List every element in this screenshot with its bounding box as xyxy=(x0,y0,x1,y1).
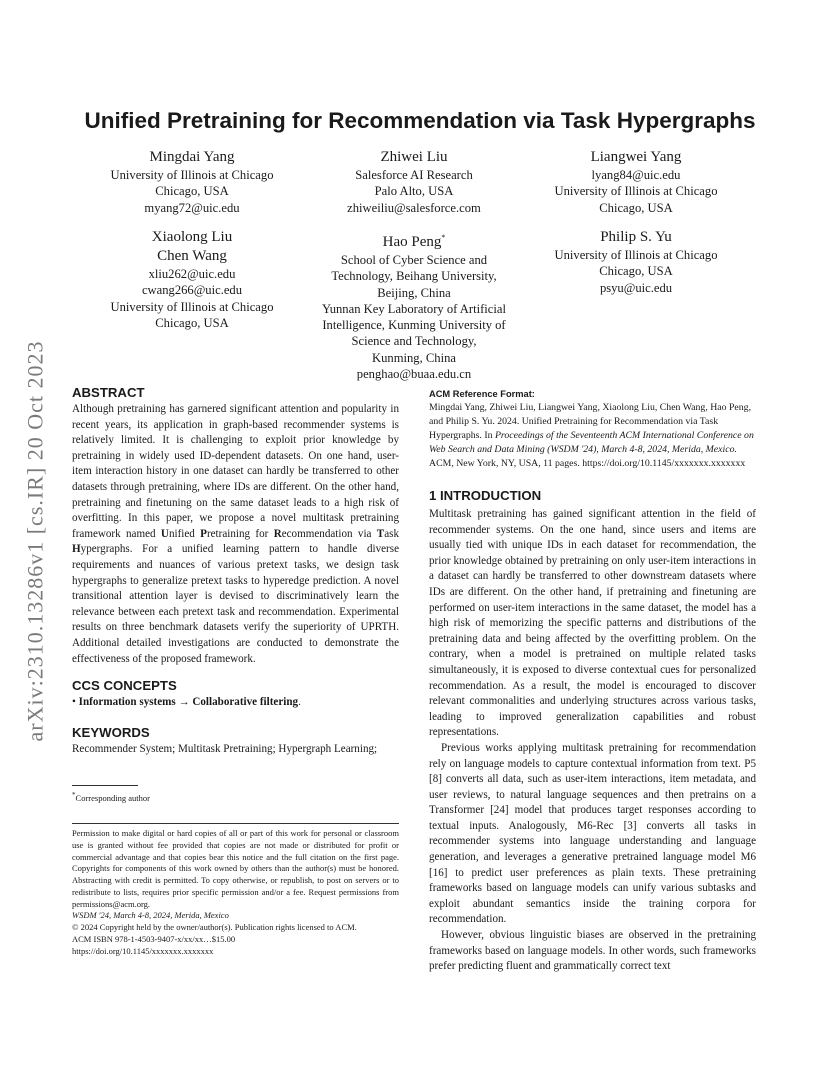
ccs-heading: CCS CONCEPTS xyxy=(72,678,177,694)
affiliation: University of Illinois at Chicago xyxy=(110,168,274,182)
right-column xyxy=(429,388,756,975)
reference-format-text: Mingdai Yang, Zhiwei Liu, Liangwei Yang, Xiaolong Liu, Chen Wang, Hao Peng, and Philip S. Yu. 2024. Unified Pretraining for Recommendation via Task Hypergraphs. In Proceedings of the Seventeenth ACM International Conference on Web Search and Data Mining (WSDM '24), March 4-8, 2024, Merida, Mexico. ACM, New York, NY, USA, 11 pages. https://doi.org/10.1145/xxxxxxx.xxxxxxx xyxy=(429,402,754,469)
author-name: Zhiwei Liu xyxy=(380,149,448,165)
ccs-concepts: • Information systems → Collaborative filtering. xyxy=(72,696,301,709)
left-column xyxy=(72,384,399,958)
affiliation: Yunnan Key Laboratory of Artificial xyxy=(322,301,506,316)
author-email: psyu@uic.edu xyxy=(599,280,673,295)
author-name: Mingdai Yang xyxy=(149,149,235,165)
affiliation: Chicago, USA xyxy=(155,184,229,199)
author-block xyxy=(536,148,736,216)
author-block xyxy=(536,228,736,296)
intro-paragraph: However, obvious linguistic biases are observed in the pretraining frameworks based on language models. In other words, such frameworks prefer predicting fluent and grammatically correct text xyxy=(429,929,756,973)
author-email: zhiweiliu@salesforce.com xyxy=(347,200,481,215)
isbn-line: ACM ISBN 978-1-4503-9407-x/xx/xx…$15.00 xyxy=(72,934,236,945)
paper-title: Unified Pretraining for Recommendation via Task Hypergraphs xyxy=(84,108,756,133)
author-name: Liangwei Yang xyxy=(590,149,682,165)
abstract-text: Although pretraining has garnered significant attention and popularity in recent years, its application in graph-based recommender systems is relatively limited. It is challenging to exploit prior knowledge by pretraining in widely used ID-dependent datasets. On one hand, user-item interaction history in one dataset can hardly be transferred to other datasets through pretraining, where IDs are different. On the other hand, pretraining and finetuning on the same dataset leads to a high risk of overfitting. In this paper, we propose a novel multitask pretraining framework named Unified Pretraining for Recommendation via Task Hypergraphs. For a unified learning pattern to handle diverse requirements and nuances of various pretext tasks, we design task hypergraphs to generalize pretext tasks to hyperedge prediction. A novel transitional attention layer is devised to discriminatively learn the relevance between each pretext task and recommendation. Experimental results on three benchmark datasets verify the superiority of UPRTH. Additional detailed investigations are conducted to demonstrate the effectiveness of the proposed framework. xyxy=(72,403,399,665)
author-block xyxy=(304,228,524,382)
introduction-heading: 1 INTRODUCTION xyxy=(429,488,542,503)
affiliation: Intelligence, Kunming University of xyxy=(322,318,506,333)
intro-paragraph: Previous works applying multitask pretraining for recommendation rely on language models to capture contextual information from text. P5 [8] converts all data, such as user-item interactions, item metadata, and user reviews, to natural language sequences and then pretrains on a Transformer [24] model that produces target responses according to textual inputs. Analogously, M6-Rec [3] converts all tasks in recommender systems into language understanding and language generation, and leverages a generative pretrained language model M6 [16] to predict user preferences as plain texts. These pretraining frameworks based on language models can unify various subtasks and exploit abundant semantics inside the training corpora for recommendation. xyxy=(429,741,756,926)
author-email: cwang266@uic.edu xyxy=(141,283,243,298)
affiliation: University of Illinois at Chicago xyxy=(554,184,718,199)
arxiv-stamp: arXiv:2310.13286v1 [cs.IR] 20 Oct 2023 xyxy=(22,340,48,742)
doi-line: https://doi.org/10.1145/xxxxxxx.xxxxxxx xyxy=(72,945,214,956)
permission-notice: Permission to make digital or hard copies of all or part of this work for personal or classroom use is granted without fee provided that copies are not made or distributed for profit or commercial advantage and that copies bear this notice and the full citation on the first page. Copyrights for components of this work owned by others than the author(s) must be honored. Abstracting with credit is permitted. To copy otherwise, or republish, to post on servers or to redistribute to lists, requires prior specific permission and/or a fee. Request permissions from permissions@acm.org. xyxy=(72,827,399,909)
author-block xyxy=(92,228,292,331)
affiliation: Chicago, USA xyxy=(599,200,673,215)
affiliation: Science and Technology, xyxy=(351,334,477,349)
copyright-line: © 2024 Copyright held by the owner/author(s). Publication rights licensed to ACM. xyxy=(72,922,357,933)
footnote: *Corresponding author xyxy=(72,791,150,804)
author-email: xliu262@uic.edu xyxy=(148,267,236,281)
affiliation: Chicago, USA xyxy=(155,315,229,330)
author-email: myang72@uic.edu xyxy=(144,200,240,215)
keywords-heading: KEYWORDS xyxy=(72,724,150,740)
venue-line: WSDM '24, March 4-8, 2024, Merida, Mexico xyxy=(72,910,229,921)
affiliation: Beijing, China xyxy=(377,285,451,300)
keywords-text: Recommender System; Multitask Pretraining; Hypergraph Learning; xyxy=(72,742,378,755)
affiliation: Palo Alto, USA xyxy=(374,184,454,199)
intro-paragraph: Multitask pretraining has gained significant attention in the field of recommender systems. On the one hand, since users and items are usually tied with unique IDs in each dataset for recommendation, the prior knowledge obtained by pretraining on only user-item interactions in a dataset can hardly be transferred to other downstream datasets where IDs are different. On the other hand, if pretraining and finetuning are performed on user-item interactions in the same dataset, the model has a high risk of memorizing the specific patterns and distributions of the pretraining data and being affected by the overfitting problem. On the contrary, when a model is pretrained on multiple related tasks simultaneously, it is exposed to diverse contextual cues for personalized recommendation. As a result, the model is encouraged to discover relevant commonalities and underlying structures across various tasks, leading to improved generalization capabilities and robust representations. xyxy=(429,508,756,739)
author-block xyxy=(92,148,292,216)
author-block xyxy=(314,148,514,216)
footnote-rule xyxy=(72,785,138,786)
author-email: lyang84@uic.edu xyxy=(591,168,681,182)
affiliation: Kunming, China xyxy=(372,350,456,365)
abstract-heading: ABSTRACT xyxy=(72,385,145,400)
author-name: Hao Peng xyxy=(382,234,442,250)
affiliation: University of Illinois at Chicago xyxy=(110,299,274,314)
reference-format-heading: ACM Reference Format: xyxy=(429,389,535,399)
affiliation: School of Cyber Science and xyxy=(340,253,488,267)
author-email: penghao@buaa.edu.cn xyxy=(356,367,472,382)
permission-rule xyxy=(72,823,399,824)
corresponding-mark: * xyxy=(441,233,446,242)
affiliation: Technology, Beihang University, xyxy=(331,269,497,284)
author-name: Chen Wang xyxy=(157,248,227,264)
affiliation: Chicago, USA xyxy=(599,264,673,279)
author-name: Xiaolong Liu xyxy=(151,229,233,245)
author-name: Philip S. Yu xyxy=(600,229,672,245)
affiliation: Salesforce AI Research xyxy=(355,168,473,182)
affiliation: University of Illinois at Chicago xyxy=(554,248,718,262)
